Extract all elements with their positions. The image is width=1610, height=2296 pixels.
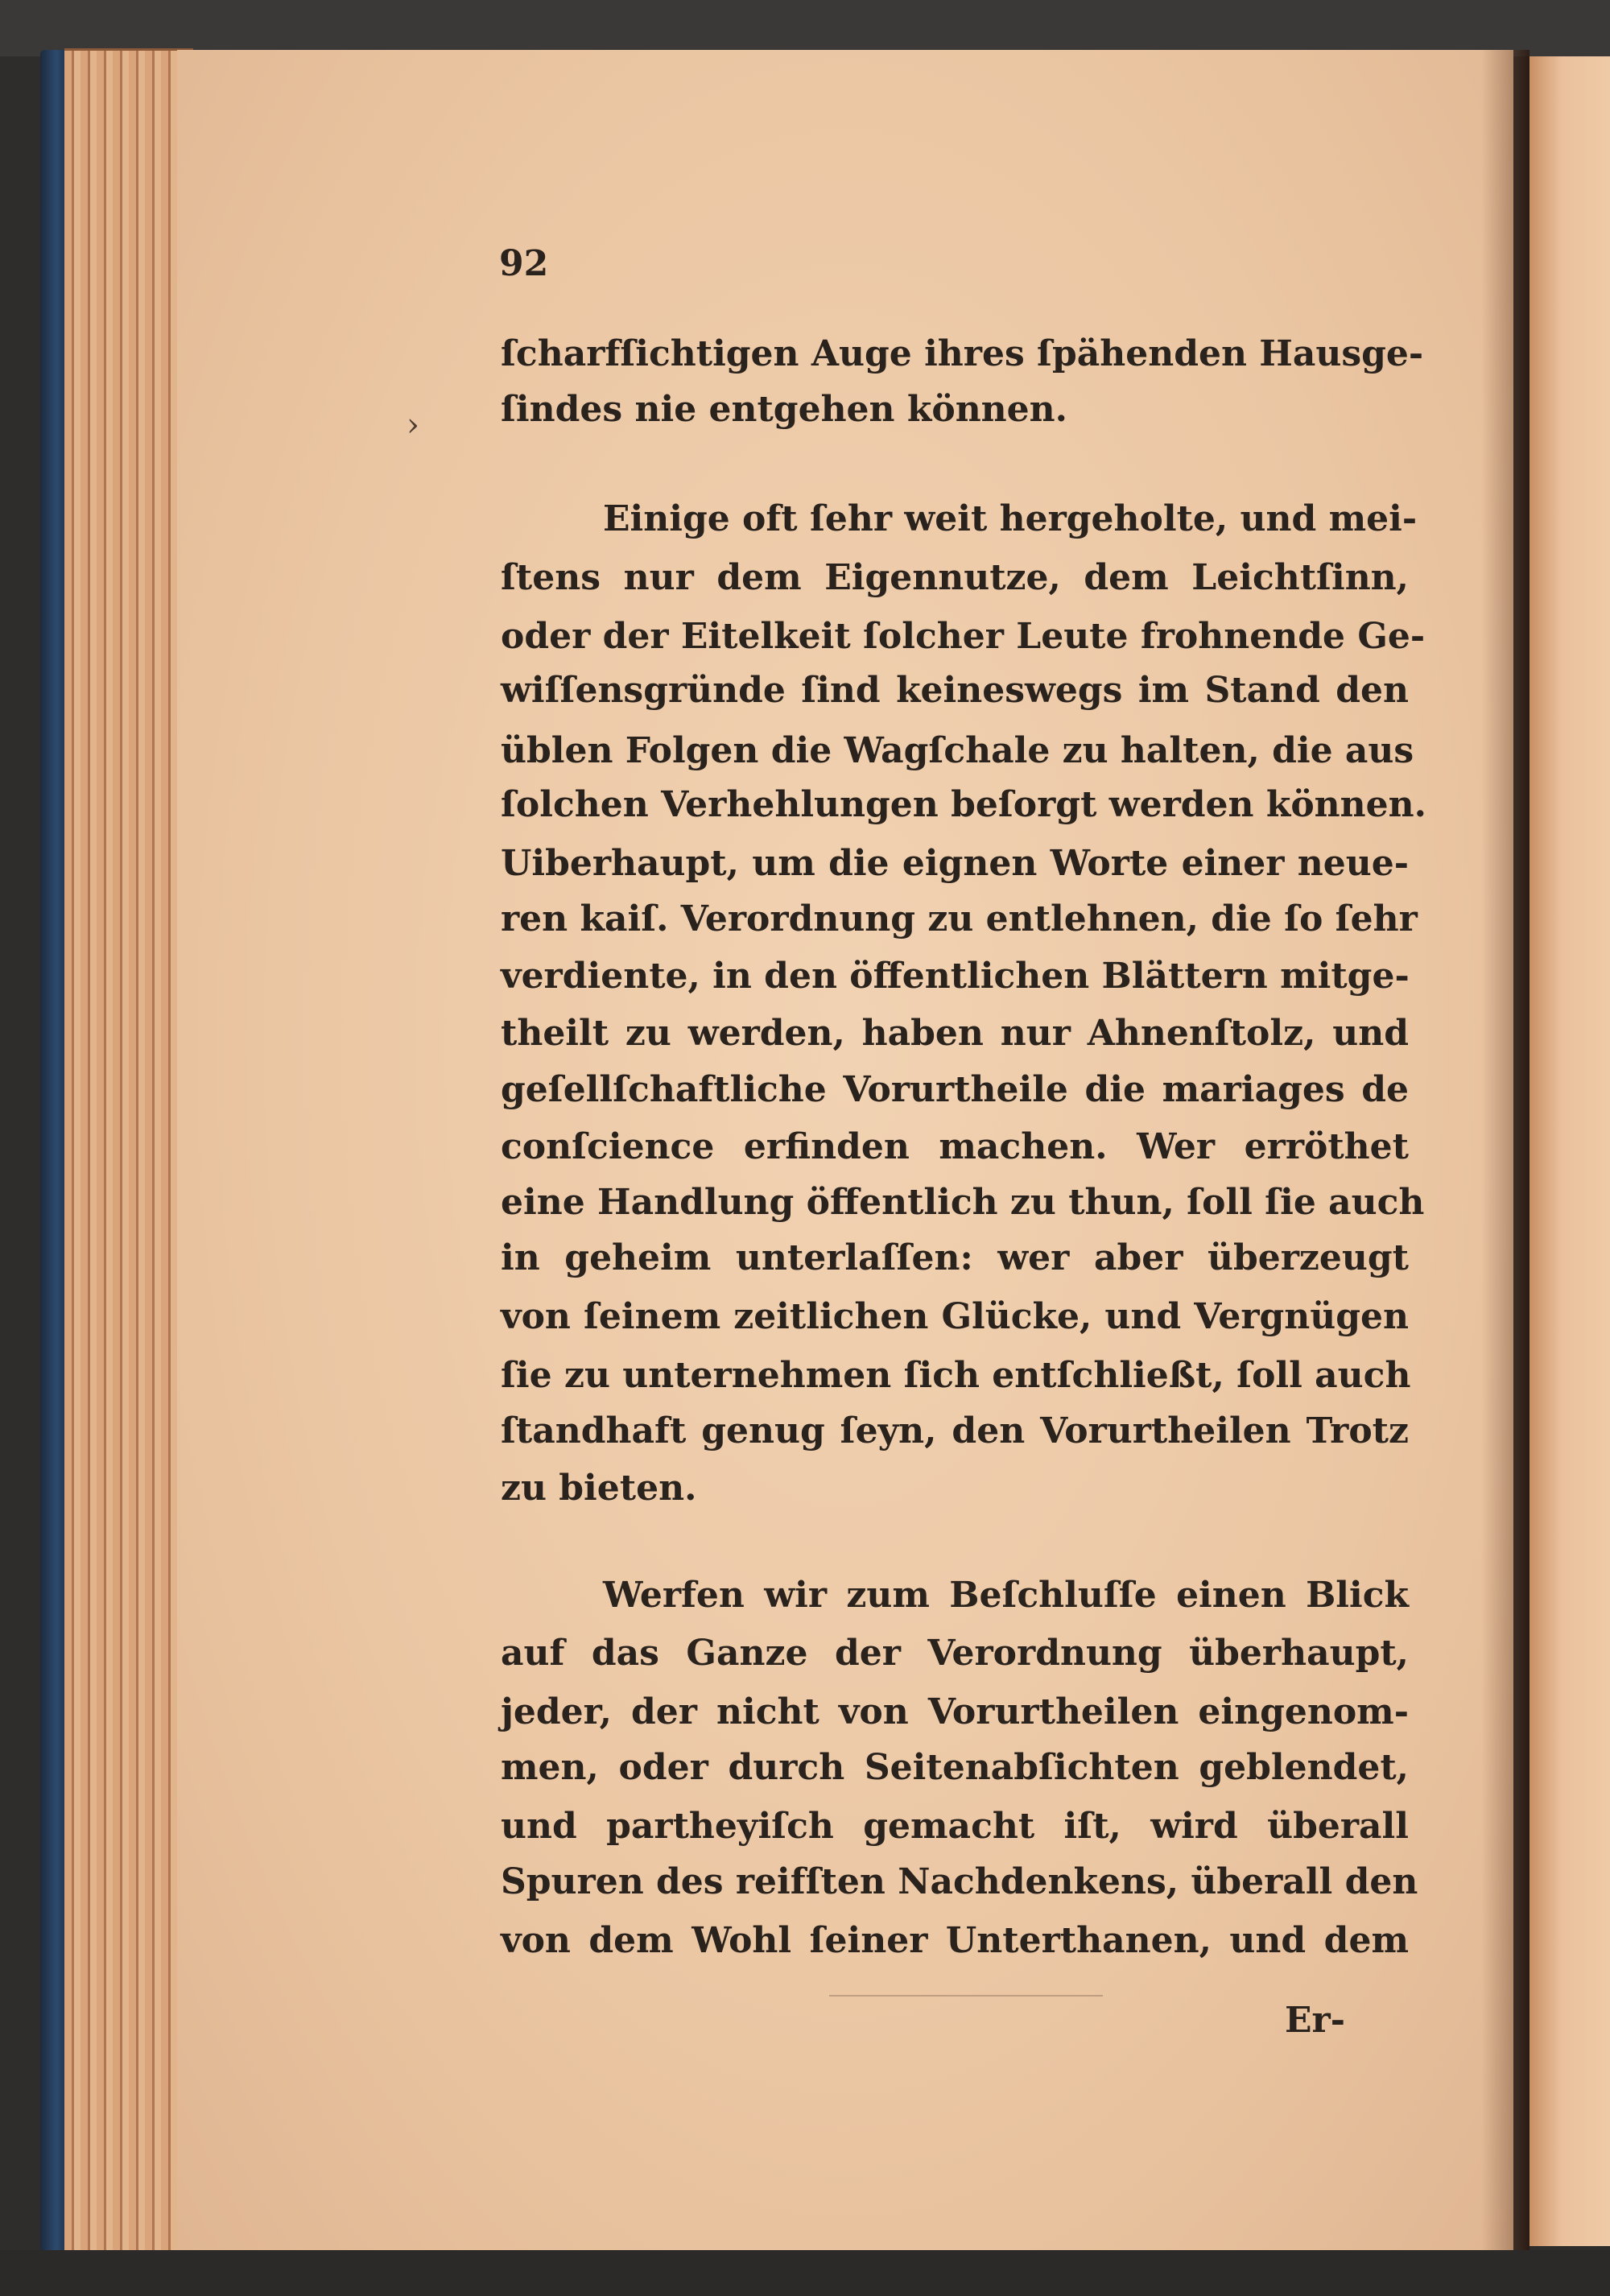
text-line: verdiente, in den öffentlichen Blättern mitge- <box>501 956 1410 997</box>
text-line: ſcharfſichtigen Auge ihres ſpähenden Hausge- <box>501 333 1424 374</box>
text-line: üblen Folgen die Wagſchale zu halten, die aus <box>501 730 1414 771</box>
text-line: ſolchen Verhehlungen beſorgt werden können. <box>501 784 1426 825</box>
text-line: zu bieten. <box>501 1468 697 1509</box>
text-line: ſie zu unternehmen ſich entſchließt, ſoll auch <box>501 1355 1411 1396</box>
text-line: jeder, der nicht von Vorurtheilen eingenom- <box>501 1691 1409 1732</box>
catchword: Er- <box>1285 2000 1345 2041</box>
text-line: geſellſchaftliche Vorurtheile die mariages de <box>501 1069 1409 1110</box>
margin-pencil-mark: › <box>407 407 419 444</box>
text-line: wiſſensgründe ſind keineswegs im Stand den <box>501 670 1409 711</box>
page-stack-edges <box>64 48 193 2265</box>
page-number: 92 <box>499 243 549 284</box>
text-line: oder der Eitelkeit ſolcher Leute frohnende Ge- <box>501 616 1426 657</box>
text-line: Uiberhaupt, um die eignen Worte einer neue- <box>501 843 1409 884</box>
gutter-shadow <box>1481 50 1530 2252</box>
text-line: Spuren des reifſten Nachdenkens, überall den <box>501 1861 1418 1902</box>
text-line: Werfen wir zum Beſchluſſe einen Blick <box>603 1575 1409 1616</box>
text-line: ſtens nur dem Eigennutze, dem Leichtſinn, <box>501 557 1409 598</box>
text-line: conſcience erfinden machen. Wer erröthet <box>501 1126 1409 1167</box>
text-line: und partheyiſch gemacht iſt, wird überall <box>501 1806 1409 1847</box>
text-line: theilt zu werden, haben nur Ahnenſtolz, und <box>501 1013 1409 1054</box>
show-through-rule <box>829 1995 1103 1997</box>
text-line: auf das Ganze der Verordnung überhaupt, <box>501 1633 1409 1674</box>
text-line: von dem Wohl ſeiner Unterthanen, und dem <box>501 1920 1409 1961</box>
text-line: ſtandhaft genug ſeyn, den Vorurtheilen Trotz <box>501 1410 1409 1452</box>
text-line: ren kaiſ. Verordnung zu entlehnen, die ſo ſehr <box>501 898 1418 939</box>
facing-page-edge <box>1530 56 1610 2246</box>
scan-background-top <box>0 0 1610 56</box>
text-line: eine Handlung öffentlich zu thun, ſoll ſie auch <box>501 1182 1425 1223</box>
text-line: in geheim unterlaſſen: wer aber überzeugt <box>501 1237 1409 1278</box>
text-line: ſindes nie entgehen können. <box>501 389 1067 430</box>
scan-background-bottom <box>0 2250 1610 2296</box>
text-line: von ſeinem zeitlichen Glücke, und Vergnügen <box>501 1296 1409 1337</box>
text-line: Einige oft ſehr weit hergeholte, und mei- <box>603 498 1418 539</box>
text-line: men, oder durch Seitenabſichten geblendet, <box>501 1747 1409 1788</box>
